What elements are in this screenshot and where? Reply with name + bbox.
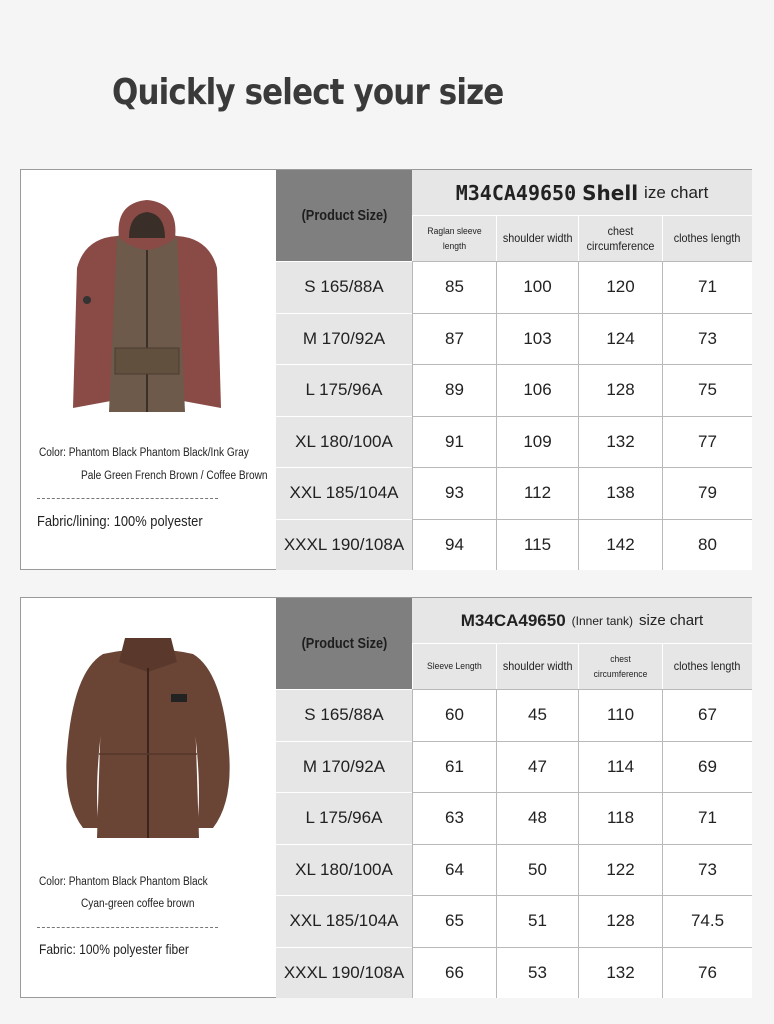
value-cell: 115 [496, 519, 578, 571]
column-header: Sleeve Length [412, 644, 496, 689]
value-cell: 67 [662, 689, 752, 741]
color-line-2: Cyan-green coffee brown [81, 898, 195, 910]
product-size-header: (Product Size) [276, 170, 413, 261]
size-cell: XL 180/100A [276, 416, 412, 468]
size-cell: XXL 185/104A [276, 467, 412, 519]
value-cell: 91 [412, 416, 496, 468]
table-body [276, 689, 752, 998]
value-cell: 94 [412, 519, 496, 571]
value-cell: 63 [412, 792, 496, 844]
column-header: clothes length [662, 216, 752, 261]
size-chart-card-shell [20, 169, 752, 570]
fleece-jacket-icon [53, 632, 243, 842]
model-suffix: Shell [582, 180, 639, 205]
value-cell: 75 [662, 364, 752, 416]
value-cell: 120 [578, 261, 662, 313]
value-cell: 64 [412, 844, 496, 896]
color-line-2: Pale Green French Brown / Coffee Brown [81, 470, 268, 482]
column-header: chest circumference [578, 216, 662, 261]
size-cell: L 175/96A [276, 364, 412, 416]
size-table-shell [276, 170, 752, 569]
value-cell: 53 [496, 947, 578, 999]
value-cell: 73 [662, 844, 752, 896]
color-line-1: Color: Phantom Black Phantom Black/Ink Gray [39, 447, 249, 459]
model-suffix: (Inner tank) [571, 613, 634, 628]
chart-title [412, 170, 752, 216]
value-cell: 45 [496, 689, 578, 741]
value-cell: 87 [412, 313, 496, 365]
value-cell: 85 [412, 261, 496, 313]
table-row [276, 792, 752, 844]
value-cell: 118 [578, 792, 662, 844]
size-cell: XXXL 190/108A [276, 519, 412, 571]
value-cell: 114 [578, 741, 662, 793]
value-cell: 51 [496, 895, 578, 947]
value-cell: 142 [578, 519, 662, 571]
fabric-info: Fabric: 100% polyester fiber [39, 941, 189, 957]
value-cell: 77 [662, 416, 752, 468]
table-row [276, 895, 752, 947]
table-body [276, 261, 752, 570]
value-cell: 128 [578, 895, 662, 947]
product-panel-inner [21, 598, 277, 997]
value-cell: 124 [578, 313, 662, 365]
value-cell: 110 [578, 689, 662, 741]
chart-title [412, 598, 752, 644]
value-cell: 74.5 [662, 895, 752, 947]
column-header: clothes length [662, 644, 752, 689]
value-cell: 50 [496, 844, 578, 896]
value-cell: 106 [496, 364, 578, 416]
value-cell: 76 [662, 947, 752, 999]
column-headers [412, 644, 752, 689]
table-row [276, 261, 752, 313]
product-panel-shell [21, 170, 277, 569]
table-row [276, 947, 752, 999]
table-row [276, 364, 752, 416]
value-cell: 73 [662, 313, 752, 365]
page-title: Quickly select your size [112, 72, 504, 113]
divider [37, 498, 218, 499]
value-cell: 128 [578, 364, 662, 416]
size-cell: S 165/88A [276, 261, 412, 313]
value-cell: 66 [412, 947, 496, 999]
divider [37, 927, 218, 928]
column-header: shoulder width [496, 644, 578, 689]
value-cell: 109 [496, 416, 578, 468]
model-code: M34CA49650 [460, 610, 566, 630]
value-cell: 103 [496, 313, 578, 365]
table-row [276, 467, 752, 519]
value-cell: 47 [496, 741, 578, 793]
value-cell: 69 [662, 741, 752, 793]
column-header: chest circumference [578, 644, 662, 689]
value-cell: 65 [412, 895, 496, 947]
size-cell: M 170/92A [276, 313, 412, 365]
product-size-header: (Product Size) [276, 598, 413, 689]
fabric-info: Fabric/lining: 100% polyester [37, 513, 203, 530]
value-cell: 48 [496, 792, 578, 844]
color-line-1: Color: Phantom Black Phantom Black [39, 876, 208, 888]
value-cell: 100 [496, 261, 578, 313]
value-cell: 112 [496, 467, 578, 519]
table-row [276, 741, 752, 793]
hooded-shell-jacket-icon [67, 198, 227, 418]
size-cell: XXXL 190/108A [276, 947, 412, 999]
value-cell: 93 [412, 467, 496, 519]
size-table-inner [276, 598, 752, 997]
value-cell: 71 [662, 261, 752, 313]
size-cell: L 175/96A [276, 792, 412, 844]
value-cell: 79 [662, 467, 752, 519]
table-row [276, 519, 752, 571]
table-row [276, 689, 752, 741]
size-chart-card-inner [20, 597, 752, 998]
table-row [276, 313, 752, 365]
size-cell: S 165/88A [276, 689, 412, 741]
chart-label: ize chart [644, 182, 709, 202]
size-cell: XL 180/100A [276, 844, 412, 896]
value-cell: 122 [578, 844, 662, 896]
value-cell: 132 [578, 947, 662, 999]
column-header: Raglan sleeve length [412, 216, 496, 261]
value-cell: 132 [578, 416, 662, 468]
value-cell: 80 [662, 519, 752, 571]
value-cell: 138 [578, 467, 662, 519]
chart-label: size chart [639, 612, 704, 629]
model-code: M34CA49650 [455, 180, 577, 205]
value-cell: 71 [662, 792, 752, 844]
size-cell: XXL 185/104A [276, 895, 412, 947]
size-cell: M 170/92A [276, 741, 412, 793]
table-row [276, 416, 752, 468]
value-cell: 89 [412, 364, 496, 416]
column-headers [412, 216, 752, 261]
value-cell: 60 [412, 689, 496, 741]
table-row [276, 844, 752, 896]
column-header: shoulder width [496, 216, 578, 261]
value-cell: 61 [412, 741, 496, 793]
